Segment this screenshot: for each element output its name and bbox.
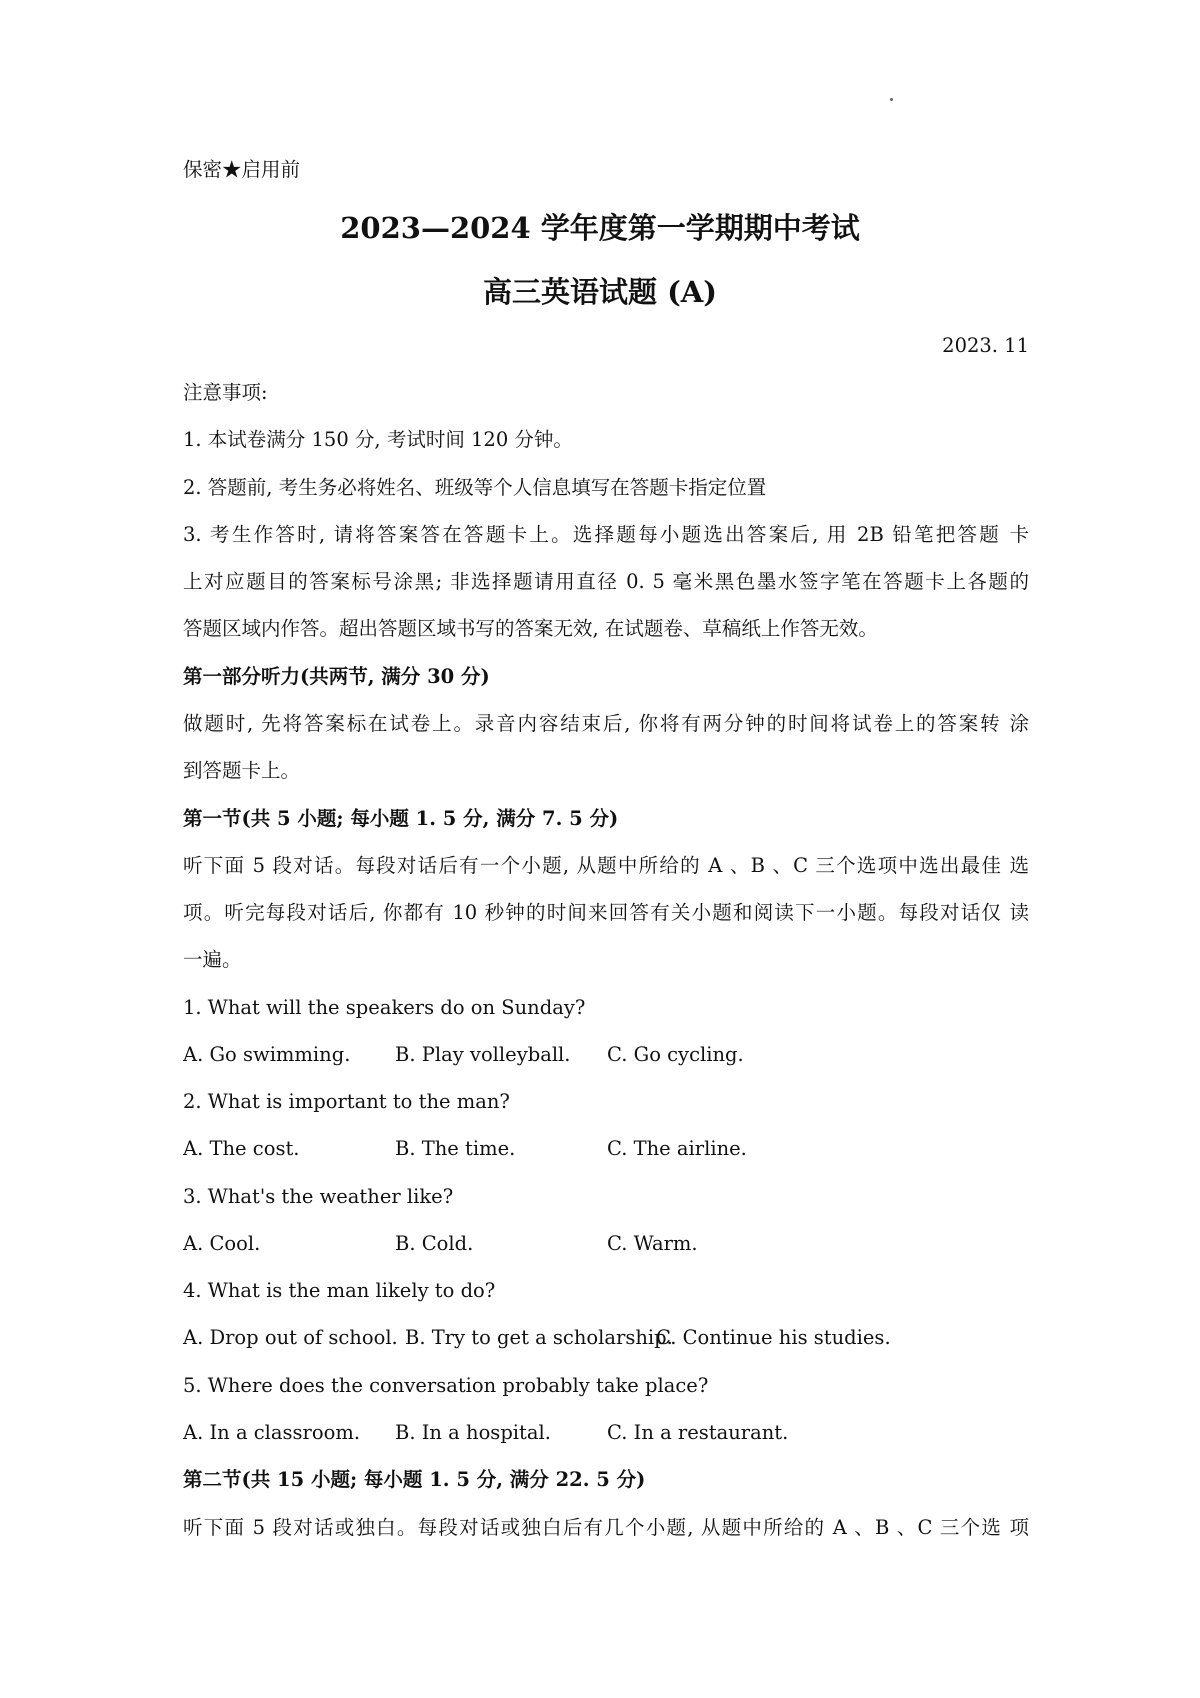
question-2: 2. What is important to the man? <box>183 1090 510 1113</box>
section1-instructions-line-1: 听下面 5 段对话。每段对话后有一个小题, 从题中所给的 A 、B 、C 三个选项中选出最佳 选 <box>183 854 1029 877</box>
scan-speck <box>890 98 893 101</box>
question-5-option-a: A. In a classroom. <box>183 1421 361 1444</box>
question-1: 1. What will the speakers do on Sunday? <box>183 996 586 1019</box>
notice-item-2: 2. 答题前, 考生务必将姓名、班级等个人信息填写在答题卡指定位置 <box>183 476 767 499</box>
question-2-option-c: C. The airline. <box>607 1137 747 1160</box>
part1-heading: 第一部分听力(共两节, 满分 30 分) <box>183 665 490 688</box>
section2-instructions-line-1: 听下面 5 段对话或独白。每段对话或独白后有几个小题, 从题中所给的 A 、B 、C 三个选 项 <box>183 1516 1029 1539</box>
notice-item-3-line-1: 3. 考生作答时, 请将答案答在答题卡上。选择题每小题选出答案后, 用 2B 铅笔把答题 卡 <box>183 523 1029 546</box>
question-4-option-a: A. Drop out of school. <box>183 1326 398 1349</box>
question-2-option-a: A. The cost. <box>183 1137 300 1160</box>
question-1-option-c: C. Go cycling. <box>607 1043 744 1066</box>
question-1-option-b: B. Play volleyball. <box>395 1043 571 1066</box>
notice-item-1: 1. 本试卷满分 150 分, 考试时间 120 分钟。 <box>183 428 573 451</box>
question-4-option-b: B. Try to get a scholarship. <box>405 1326 673 1349</box>
question-4-option-c: C. Continue his studies. <box>656 1326 891 1349</box>
section1-heading: 第一节(共 5 小题; 每小题 1. 5 分, 满分 7. 5 分) <box>183 807 619 830</box>
question-5: 5. Where does the conversation probably take place? <box>183 1374 709 1397</box>
secrecy-label: 保密★启用前 <box>183 158 301 181</box>
part1-instructions-line-1: 做题时, 先将答案标在试卷上。录音内容结束后, 你将有两分钟的时间将试卷上的答案转 涂 <box>183 712 1029 735</box>
section1-instructions-line-3: 一遍。 <box>183 948 242 971</box>
question-3-option-b: B. Cold. <box>395 1232 474 1255</box>
section2-heading: 第二节(共 15 小题; 每小题 1. 5 分, 满分 22. 5 分) <box>183 1468 646 1491</box>
notice-heading: 注意事项: <box>183 381 268 404</box>
question-5-option-c: C. In a restaurant. <box>607 1421 789 1444</box>
question-5-option-b: B. In a hospital. <box>395 1421 551 1444</box>
exam-title: 2023—2024 学年度第一学期期中考试 <box>340 211 860 245</box>
section1-instructions-line-2: 项。听完每段对话后, 你都有 10 秒钟的时间来回答有关小题和阅读下一小题。每段对话仅 读 <box>183 901 1029 924</box>
question-3-option-c: C. Warm. <box>607 1232 698 1255</box>
notice-item-3-line-3: 答题区域内作答。超出答题区域书写的答案无效, 在试题卷、草稿纸上作答无效。 <box>183 617 878 640</box>
question-3-option-a: A. Cool. <box>183 1232 261 1255</box>
part1-instructions-line-2: 到答题卡上。 <box>183 759 301 782</box>
exam-subtitle: 高三英语试题 (A) <box>482 275 718 309</box>
question-1-option-a: A. Go swimming. <box>183 1043 351 1066</box>
notice-item-3-line-2: 上对应题目的答案标号涂黑; 非选择题请用直径 0. 5 毫米黑色墨水签字笔在答题卡上各题的 <box>183 570 1029 593</box>
question-3: 3. What's the weather like? <box>183 1185 454 1208</box>
exam-date: 2023. 11 <box>942 334 1029 357</box>
question-4: 4. What is the man likely to do? <box>183 1279 496 1302</box>
question-2-option-b: B. The time. <box>395 1137 516 1160</box>
